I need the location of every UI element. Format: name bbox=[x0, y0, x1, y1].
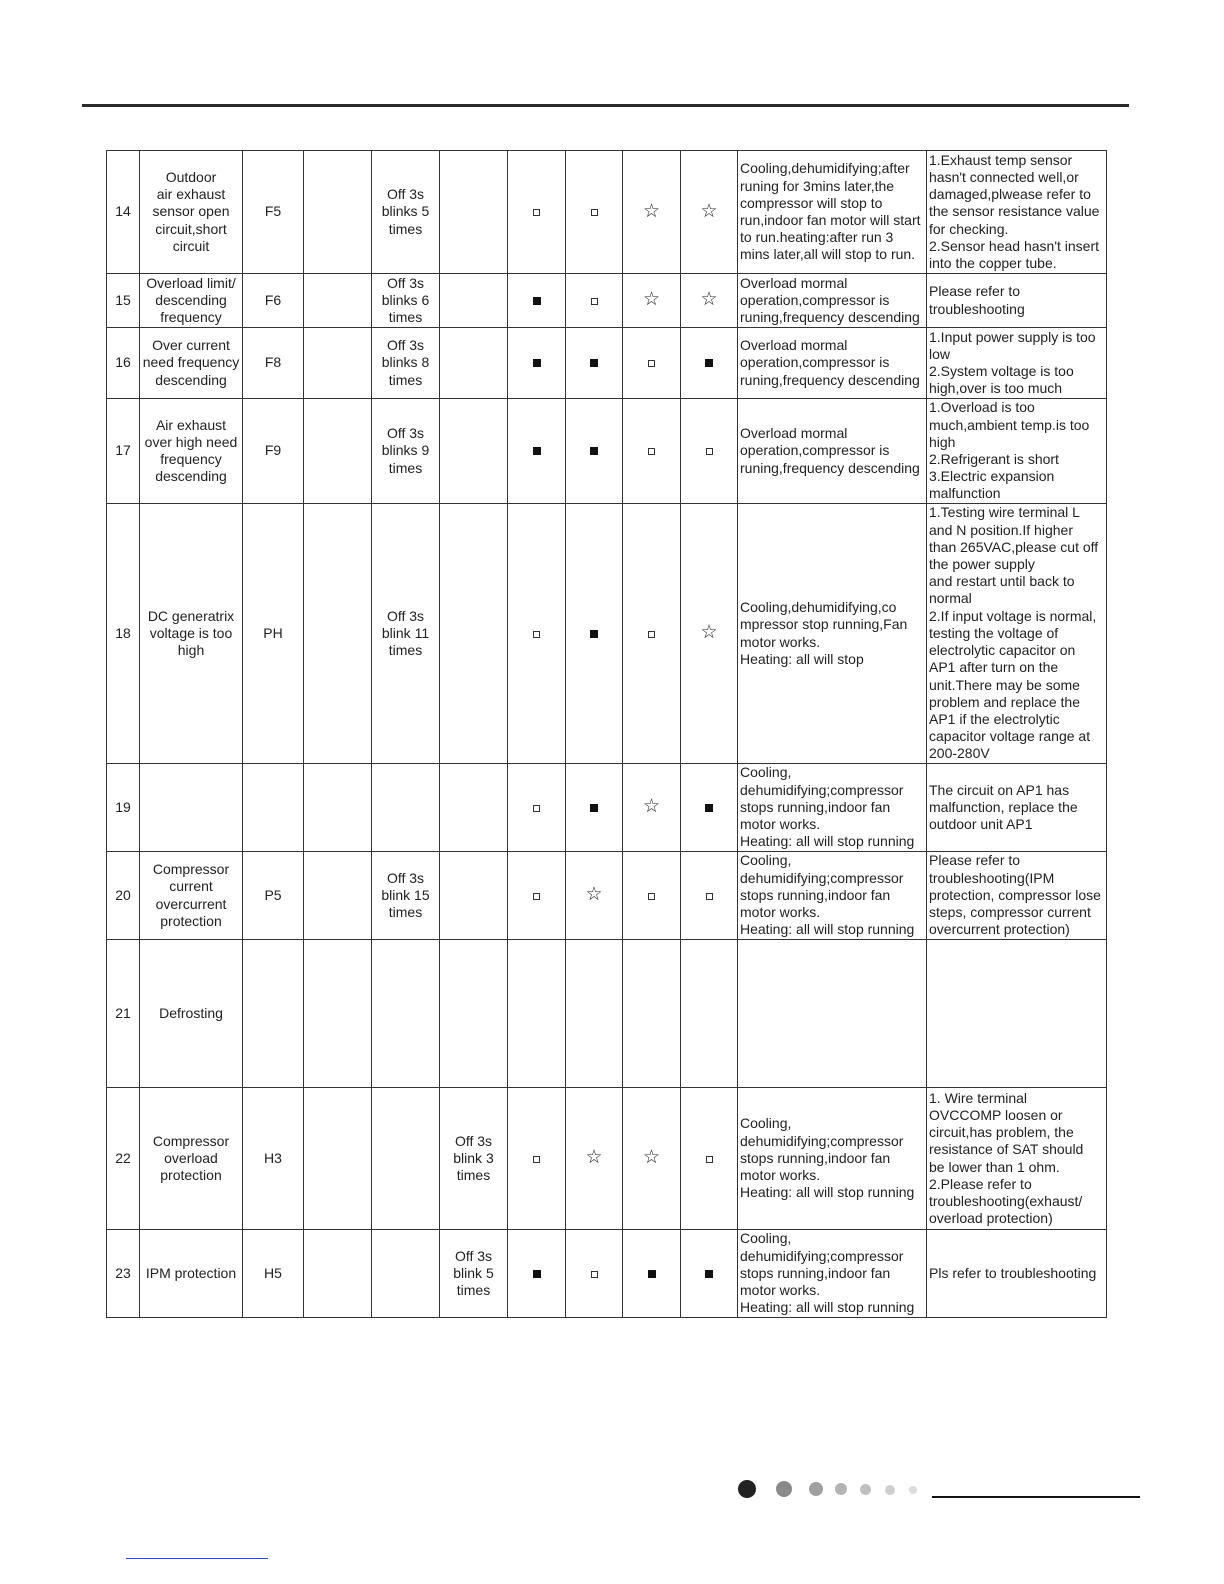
error-name: DC generatrix voltage is too high bbox=[140, 504, 243, 764]
display-col-4 bbox=[304, 151, 372, 274]
possible-causes: 1.Overload is too much,ambient temp.is too high 2.Refrigerant is short 3.Electric expansion malfunction bbox=[927, 399, 1107, 504]
indicator-4 bbox=[681, 504, 738, 764]
open-square-icon bbox=[591, 1271, 598, 1278]
indicator-2 bbox=[566, 764, 623, 852]
indicator-3 bbox=[623, 151, 681, 274]
display-col-6 bbox=[440, 274, 508, 328]
error-name: Compressor current overcurrent protection bbox=[140, 852, 243, 940]
star-icon: ☆ bbox=[642, 199, 661, 222]
indicator-2 bbox=[566, 940, 623, 1088]
indicator-1 bbox=[508, 274, 566, 328]
indicator-1 bbox=[508, 151, 566, 274]
table-row bbox=[107, 1088, 1107, 1230]
open-square-icon bbox=[533, 1156, 540, 1163]
table-row bbox=[107, 328, 1107, 399]
dot-1 bbox=[738, 1480, 756, 1498]
error-name: Defrosting bbox=[140, 940, 243, 1088]
unit-status: Overload mormal operation,compressor is runing,frequency descending bbox=[738, 274, 927, 328]
header-rule bbox=[82, 104, 1129, 107]
indicator-2 bbox=[566, 328, 623, 399]
star-icon: ☆ bbox=[642, 1146, 661, 1169]
error-code: F9 bbox=[243, 399, 304, 504]
open-square-icon bbox=[706, 1156, 713, 1163]
indicator-2 bbox=[566, 852, 623, 940]
filled-square-icon bbox=[648, 1270, 656, 1278]
error-code: H5 bbox=[243, 1230, 304, 1318]
indicator-4 bbox=[681, 328, 738, 399]
unit-status: Cooling,dehumidifying,co mpressor stop running,Fan motor works. Heating: all will stop bbox=[738, 504, 927, 764]
open-square-icon bbox=[533, 631, 540, 638]
open-square-icon bbox=[533, 209, 540, 216]
star-icon: ☆ bbox=[642, 795, 661, 818]
error-name: Overload limit/ descending frequency bbox=[140, 274, 243, 328]
star-icon: ☆ bbox=[585, 883, 603, 906]
filled-square-icon bbox=[590, 359, 598, 367]
indicator-2 bbox=[566, 504, 623, 764]
indicator-1 bbox=[508, 852, 566, 940]
row-number: 23 bbox=[107, 1230, 140, 1318]
star-icon: ☆ bbox=[642, 288, 661, 311]
possible-causes: 1.Testing wire terminal L and N position.If higher than 265VAC,please cut off the power supply and restart until back to normal 2.If input voltage is normal, testing the voltage of electrolytic capacitor on AP1 after turn on the unit.There may be some problem and replace the AP1 if the electrolytic capacitor voltage range at 200-280V bbox=[927, 504, 1107, 764]
possible-causes: 1. Wire terminal OVCCOMP loosen or circuit,has problem, the resistance of SAT should be lower than 1 ohm. 2.Please refer to troubleshooting(exhaust/ overload protection) bbox=[927, 1088, 1107, 1230]
row-number: 21 bbox=[107, 940, 140, 1088]
row-number: 14 bbox=[107, 151, 140, 274]
star-icon: ☆ bbox=[585, 1146, 603, 1169]
indicator-1 bbox=[508, 328, 566, 399]
indicator-4 bbox=[681, 399, 738, 504]
open-square-icon bbox=[648, 448, 655, 455]
table-row bbox=[107, 764, 1107, 852]
possible-causes: Please refer to troubleshooting bbox=[927, 274, 1107, 328]
filled-square-icon bbox=[533, 447, 541, 455]
dot-5 bbox=[860, 1484, 871, 1495]
open-square-icon bbox=[706, 893, 713, 900]
display-col-6 bbox=[440, 399, 508, 504]
dot-4 bbox=[835, 1483, 847, 1495]
filled-square-icon bbox=[533, 297, 541, 305]
display-col-4 bbox=[304, 274, 372, 328]
error-code: F6 bbox=[243, 274, 304, 328]
star-icon: ☆ bbox=[700, 199, 718, 222]
possible-causes bbox=[927, 940, 1107, 1088]
dot-6 bbox=[885, 1485, 895, 1495]
indicator-2 bbox=[566, 1230, 623, 1318]
indicator-3 bbox=[623, 764, 681, 852]
table-row bbox=[107, 151, 1107, 274]
row-number: 20 bbox=[107, 852, 140, 940]
possible-causes: Pls refer to troubleshooting bbox=[927, 1230, 1107, 1318]
display-col-6: Off 3s blink 3 times bbox=[440, 1088, 508, 1230]
dot-7 bbox=[909, 1486, 917, 1494]
footer-rule bbox=[932, 1496, 1140, 1498]
error-name: Outdoor air exhaust sensor open circuit,short circuit bbox=[140, 151, 243, 274]
indicator-3 bbox=[623, 1088, 681, 1230]
indicator-1 bbox=[508, 399, 566, 504]
table-row bbox=[107, 1230, 1107, 1318]
table-row bbox=[107, 274, 1107, 328]
error-name bbox=[140, 764, 243, 852]
unit-status: Cooling,dehumidifying;after runing for 3mins later,the compressor will stop to run,indoor fan motor will start to run.heating:after run 3 mins later,all will stop to run. bbox=[738, 151, 927, 274]
display-col-5 bbox=[372, 940, 440, 1088]
footer-link-underline bbox=[126, 1558, 268, 1559]
open-square-icon bbox=[591, 298, 598, 305]
indicator-2 bbox=[566, 274, 623, 328]
filled-square-icon bbox=[705, 804, 713, 812]
table-row bbox=[107, 399, 1107, 504]
possible-causes: 1.Input power supply is too low 2.System voltage is too high,over is too much bbox=[927, 328, 1107, 399]
table-row bbox=[107, 504, 1107, 764]
table-row bbox=[107, 852, 1107, 940]
indicator-4 bbox=[681, 940, 738, 1088]
star-icon: ☆ bbox=[700, 288, 718, 311]
error-code: PH bbox=[243, 504, 304, 764]
indicator-3 bbox=[623, 852, 681, 940]
display-col-4 bbox=[304, 940, 372, 1088]
indicator-2 bbox=[566, 1088, 623, 1230]
filled-square-icon bbox=[590, 630, 598, 638]
display-col-6 bbox=[440, 940, 508, 1088]
unit-status: Cooling, dehumidifying;compressor stops running,indoor fan motor works. Heating: all will stop running bbox=[738, 852, 927, 940]
error-name: Over current need frequency descending bbox=[140, 328, 243, 399]
possible-causes: The circuit on AP1 has malfunction, replace the outdoor unit AP1 bbox=[927, 764, 1107, 852]
display-col-5: Off 3s blinks 6 times bbox=[372, 274, 440, 328]
filled-square-icon bbox=[533, 359, 541, 367]
indicator-4 bbox=[681, 274, 738, 328]
display-col-6: Off 3s blink 5 times bbox=[440, 1230, 508, 1318]
indicator-4 bbox=[681, 151, 738, 274]
display-col-5 bbox=[372, 1230, 440, 1318]
display-col-6 bbox=[440, 328, 508, 399]
filled-square-icon bbox=[533, 1270, 541, 1278]
unit-status: Overload mormal operation,compressor is runing,frequency descending bbox=[738, 328, 927, 399]
indicator-1 bbox=[508, 1230, 566, 1318]
display-col-6 bbox=[440, 151, 508, 274]
indicator-3 bbox=[623, 940, 681, 1088]
indicator-3 bbox=[623, 399, 681, 504]
error-code: F5 bbox=[243, 151, 304, 274]
row-number: 18 bbox=[107, 504, 140, 764]
open-square-icon bbox=[591, 209, 598, 216]
indicator-1 bbox=[508, 1088, 566, 1230]
indicator-3 bbox=[623, 504, 681, 764]
possible-causes: Please refer to troubleshooting(IPM protection, compressor lose steps, compressor current overcurrent protection) bbox=[927, 852, 1107, 940]
error-name: Air exhaust over high need frequency descending bbox=[140, 399, 243, 504]
row-number: 15 bbox=[107, 274, 140, 328]
display-col-5 bbox=[372, 1088, 440, 1230]
indicator-4 bbox=[681, 1230, 738, 1318]
error-code: F8 bbox=[243, 328, 304, 399]
table-row bbox=[107, 940, 1107, 1088]
display-col-6 bbox=[440, 764, 508, 852]
display-col-5: Off 3s blink 11 times bbox=[372, 504, 440, 764]
indicator-3 bbox=[623, 328, 681, 399]
filled-square-icon bbox=[590, 804, 598, 812]
display-col-6 bbox=[440, 504, 508, 764]
indicator-1 bbox=[508, 940, 566, 1088]
display-col-5: Off 3s blink 15 times bbox=[372, 852, 440, 940]
row-number: 22 bbox=[107, 1088, 140, 1230]
unit-status: Cooling, dehumidifying;compressor stops running,indoor fan motor works. Heating: all will stop running bbox=[738, 1230, 927, 1318]
filled-square-icon bbox=[705, 359, 713, 367]
display-col-4 bbox=[304, 1230, 372, 1318]
dot-3 bbox=[809, 1482, 823, 1496]
display-col-4 bbox=[304, 1088, 372, 1230]
error-code bbox=[243, 764, 304, 852]
indicator-3 bbox=[623, 1230, 681, 1318]
indicator-1 bbox=[508, 504, 566, 764]
display-col-4 bbox=[304, 328, 372, 399]
unit-status bbox=[738, 940, 927, 1088]
open-square-icon bbox=[648, 631, 655, 638]
indicator-1 bbox=[508, 764, 566, 852]
error-code: H3 bbox=[243, 1088, 304, 1230]
error-name: IPM protection bbox=[140, 1230, 243, 1318]
row-number: 16 bbox=[107, 328, 140, 399]
row-number: 19 bbox=[107, 764, 140, 852]
filled-square-icon bbox=[590, 447, 598, 455]
display-col-5: Off 3s blinks 5 times bbox=[372, 151, 440, 274]
indicator-2 bbox=[566, 399, 623, 504]
error-code: P5 bbox=[243, 852, 304, 940]
unit-status: Cooling, dehumidifying;compressor stops running,indoor fan motor works. Heating: all will stop running bbox=[738, 1088, 927, 1230]
indicator-3 bbox=[623, 274, 681, 328]
unit-status: Overload mormal operation,compressor is runing,frequency descending bbox=[738, 399, 927, 504]
display-col-4 bbox=[304, 764, 372, 852]
indicator-2 bbox=[566, 151, 623, 274]
unit-status: Cooling, dehumidifying;compressor stops running,indoor fan motor works. Heating: all will stop running bbox=[738, 764, 927, 852]
display-col-6 bbox=[440, 852, 508, 940]
filled-square-icon bbox=[705, 1270, 713, 1278]
open-square-icon bbox=[706, 448, 713, 455]
dot-2 bbox=[776, 1481, 792, 1497]
star-icon: ☆ bbox=[700, 621, 718, 644]
display-col-5: Off 3s blinks 8 times bbox=[372, 328, 440, 399]
error-code-table bbox=[106, 150, 1107, 1318]
indicator-4 bbox=[681, 1088, 738, 1230]
row-number: 17 bbox=[107, 399, 140, 504]
error-code bbox=[243, 940, 304, 1088]
indicator-4 bbox=[681, 764, 738, 852]
open-square-icon bbox=[533, 805, 540, 812]
display-col-4 bbox=[304, 399, 372, 504]
error-name: Compressor overload protection bbox=[140, 1088, 243, 1230]
open-square-icon bbox=[648, 360, 655, 367]
open-square-icon bbox=[648, 893, 655, 900]
open-square-icon bbox=[533, 893, 540, 900]
display-col-4 bbox=[304, 852, 372, 940]
display-col-5: Off 3s blinks 9 times bbox=[372, 399, 440, 504]
display-col-4 bbox=[304, 504, 372, 764]
display-col-5 bbox=[372, 764, 440, 852]
possible-causes: 1.Exhaust temp sensor hasn't connected well,or damaged,plwease refer to the sensor resistance value for checking. 2.Sensor head hasn't insert into the copper tube. bbox=[927, 151, 1107, 274]
indicator-4 bbox=[681, 852, 738, 940]
